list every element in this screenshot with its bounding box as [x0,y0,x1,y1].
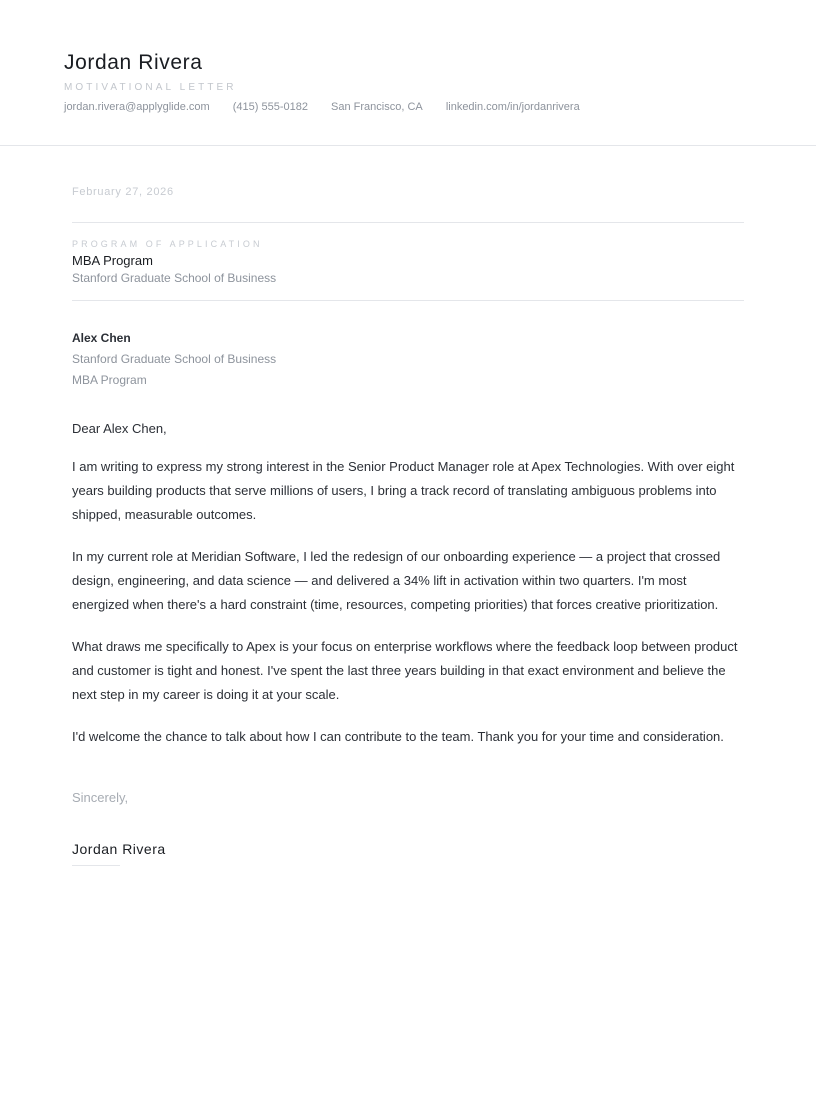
recipient-organization: Stanford Graduate School of Business [72,352,277,366]
body-paragraph: In my current role at Meridian Software, I led the redesign of our onboarding experience — a project that crossed design, engineering, and data science — and delivered a 34% lift in activation within two quarters. I'm most energized when there's a hard constraint (time, resources, competing priorities) that forces creative prioritization. [72,549,721,612]
body-paragraph: What draws me specifically to Apex is your focus on enterprise workflows where the feedback loop between product and customer is tight and honest. I've spent the last three years building in that exact environment and believe the next step in my career is doing it at your scale. [72,639,738,702]
program-label: PROGRAM OF APPLICATION [72,239,263,249]
applicant-name: Jordan Rivera [64,51,203,74]
contact-info [64,101,600,113]
document-subtitle: MOTIVATIONAL LETTER [64,82,237,93]
letter-header [0,0,816,146]
letter-date: February 27, 2026 [72,186,174,198]
contact-location: San Francisco, CA [331,101,423,113]
contact-phone: (415) 555-0182 [232,101,308,113]
signature: Jordan Rivera [72,841,166,857]
contact-email[interactable]: jordan.rivera@applyglide.com [64,101,210,113]
salutation: Dear Alex Chen, [72,421,167,436]
divider [72,222,744,223]
closing: Sincerely, [72,790,129,805]
body-paragraph: I'd welcome the chance to talk about how I can contribute to the team. Thank you for your time and consideration. [72,729,724,744]
program-school: Stanford Graduate School of Business [72,271,277,285]
divider [72,300,744,301]
program-name: MBA Program [72,253,153,268]
recipient-name: Alex Chen [72,331,131,345]
signature-underline [72,865,120,866]
contact-linkedin[interactable]: linkedin.com/in/jordanrivera [445,101,580,113]
body-paragraph: I am writing to express my strong interest in the Senior Product Manager role at Apex Technologies. With over eight years building products that serve millions of users, I bring a track record of translating ambiguous problems into shipped, measurable outcomes. [72,459,735,522]
recipient-program: MBA Program [72,373,147,387]
